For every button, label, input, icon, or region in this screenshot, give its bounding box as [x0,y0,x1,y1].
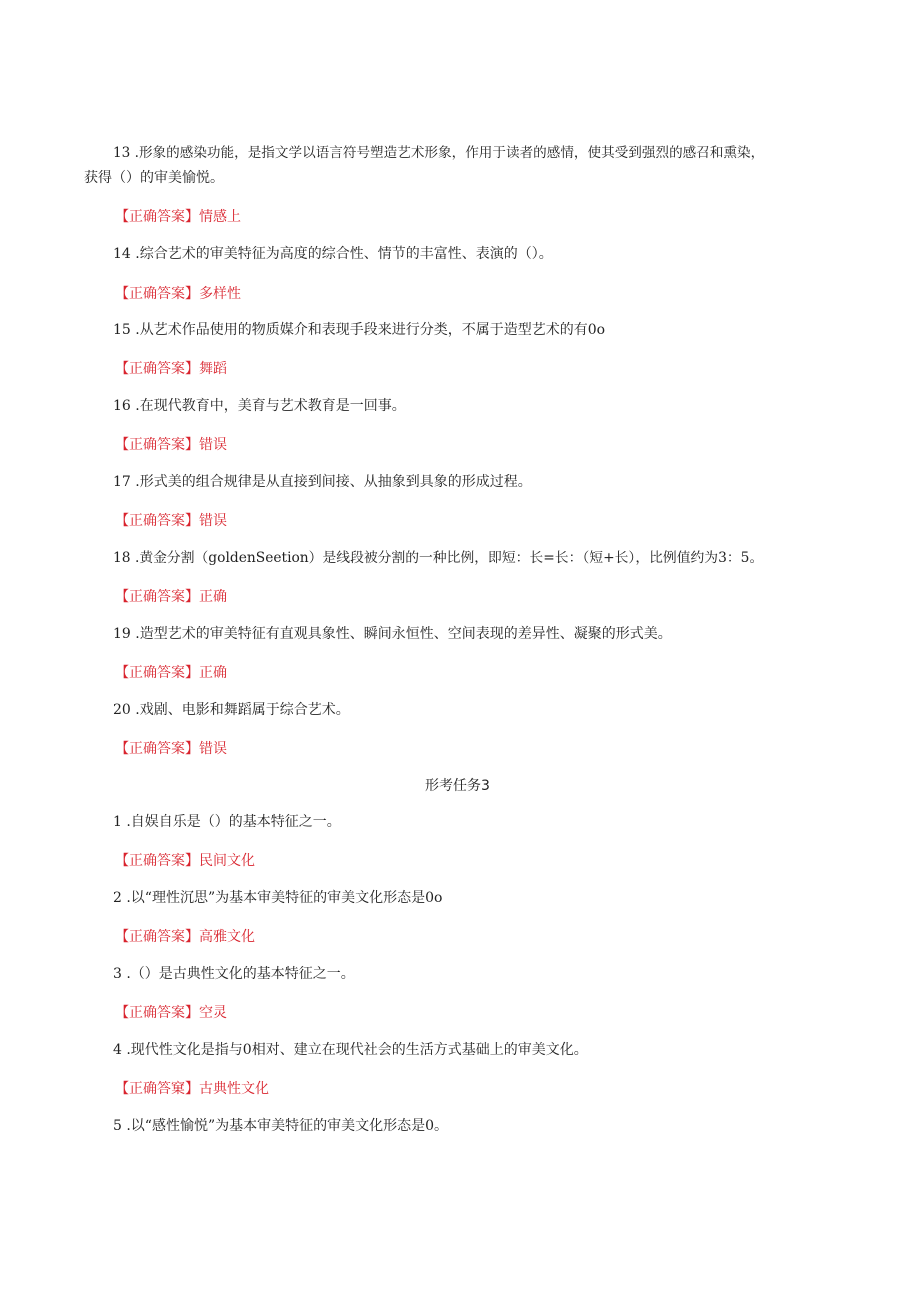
question-17: 17 .形式美的组合规律是从直接到间接、从抽象到具象的形成过程。 [113,474,532,490]
question-13-line-2: 获得（）的审美愉悦。 [84,170,224,186]
question-2: 2 .以“理性沉思”为基本审美特征的审美文化形态是0o [113,890,443,906]
answer-1: 【正确答案】民间文化 [115,853,255,869]
answer-18: 【正确答案】正确 [115,589,227,605]
question-19: 19 .造型艺术的审美特征有直观具象性、瞬间永恒性、空间表现的差异性、凝聚的形式美。 [113,626,672,642]
question-20: 20 .戏剧、电影和舞蹈属于综合艺术。 [113,702,350,718]
answer-13: 【正确答案】情感上 [115,209,241,225]
question-15: 15 .从艺术作品使用的物质媒介和表现手段来进行分类，不属于造型艺术的有0o [113,322,606,338]
question-16: 16 .在现代教育中，美育与艺术教育是一回事。 [113,398,406,414]
answer-3: 【正确答案】空灵 [115,1005,227,1021]
question-3: 3 .（）是古典性文化的基本特征之一。 [113,966,355,982]
question-4: 4 .现代性文化是指与0相对、建立在现代社会的生活方式基础上的审美文化。 [113,1042,588,1058]
answer-4: 【正确答窠】古典性文化 [115,1081,269,1097]
question-1: 1 .自娱自乐是（）的基本特征之一。 [113,814,341,830]
answer-15: 【正确答案】舞蹈 [115,361,227,377]
question-18: 18 .黄金分割（goldenSeetion）是线段被分割的一种比例，即短：长=长：（短+长），比例值约为3：5。 [113,550,764,566]
answer-19: 【正确答案】正确 [115,665,227,681]
answer-14: 【正确答案】多样性 [115,286,241,302]
question-5: 5 .以“感性愉悦”为基本审美特征的审美文化形态是0。 [113,1118,449,1134]
answer-16: 【正确答案】错误 [115,437,227,453]
answer-20: 【正确答案】错误 [115,741,227,757]
section-title: 形考任务3 [425,778,490,794]
question-14: 14 .综合艺术的审美特征为高度的综合性、情节的丰富性、表演的（）。 [113,246,553,262]
question-13-line-1: 13 .形象的感染功能，是指文学以语言符号塑造艺术形象，作用于读者的感情，使其受到强烈的感召和熏染， [113,145,765,161]
answer-2: 【正确答案】高雅文化 [115,929,255,945]
answer-17: 【正确答案】错误 [115,513,227,529]
